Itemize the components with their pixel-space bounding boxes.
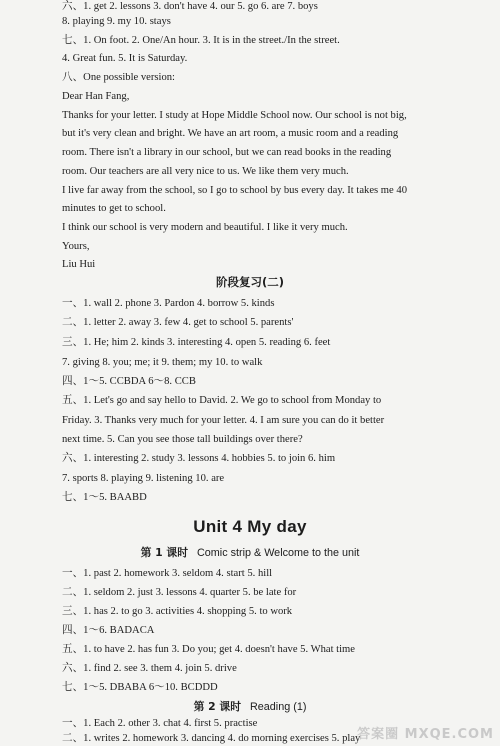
lesson-1-title	[0, 545, 500, 561]
answer-line: 六、1. find 2. see 3. them 4. join 5. drive	[62, 663, 237, 674]
answer-line: 五、1. Let's go and say hello to David. 2. We go to school from Monday to	[62, 395, 382, 406]
letter-signature: Liu Hui	[62, 259, 96, 270]
answer-line: 八、One possible version:	[62, 72, 175, 83]
answer-line: 二、1. writes 2. homework 3. dancing 4. do morning exercises 5. play	[62, 733, 361, 744]
answer-line: 七、1～5. DBABA 6～10. BCDDD	[62, 682, 218, 693]
letter-line: I live far away from the school, so I go to school by bus every day. It takes me 40	[62, 185, 407, 196]
lesson-1-prefix: 第 1 课时	[140, 546, 188, 559]
answer-line: 二、1. letter 2. away 3. few 4. get to school 5. parents'	[62, 317, 294, 328]
answer-line: 一、1. Each 2. other 3. chat 4. first 5. practise	[62, 718, 258, 729]
lesson-2-prefix: 第 2 课时	[193, 700, 241, 713]
answer-line: next time. 5. Can you see those tall buildings over there?	[62, 434, 303, 445]
letter-line: room. Our teachers are all very nice to us. We like them very much.	[62, 166, 349, 177]
lesson-1-name: Comic strip & Welcome to the unit	[197, 547, 360, 559]
letter-line: I think our school is very modern and beautiful. I like it very much.	[62, 222, 348, 233]
answer-line: Friday. 3. Thanks very much for your letter. 4. I am sure you can do it better	[62, 415, 385, 426]
lesson-2-name: Reading (1)	[250, 701, 307, 713]
answer-line: 二、1. seldom 2. just 3. lessons 4. quarter 5. be late for	[62, 587, 297, 598]
letter-line: but it's very clean and bright. We have an art room, a music room and a reading	[62, 128, 399, 139]
answer-line: 8. playing 9. my 10. stays	[62, 16, 171, 27]
answer-line: 三、1. has 2. to go 3. activities 4. shopping 5. to work	[62, 606, 293, 617]
review-title: 阶段复习(二)	[215, 275, 284, 289]
site-watermark: 答案圈 MXQE.COM	[357, 727, 494, 742]
answer-line: 七、1～5. BAABD	[62, 492, 147, 503]
answer-line: 七、1. On foot. 2. One/An hour. 3. It is in the street./In the street.	[62, 35, 340, 46]
letter-line: Thanks for your letter. I study at Hope Middle School now. Our school is not big,	[62, 110, 407, 121]
answer-line: 六、1. get 2. lessons 3. don't have 4. our 5. go 6. are 7. boys	[62, 1, 318, 12]
answer-line: 7. sports 8. playing 9. listening 10. are	[62, 473, 225, 484]
answer-line: 四、1～5. CCBDA 6～8. CCB	[62, 376, 196, 387]
answer-line: 4. Great fun. 5. It is Saturday.	[62, 53, 188, 64]
answer-line: 四、1～6. BADACA	[62, 625, 155, 636]
answer-line: 一、1. past 2. homework 3. seldom 4. start 5. hill	[62, 568, 273, 579]
answer-line: 五、1. to have 2. has fun 3. Do you; get 4. doesn't have 5. What time	[62, 644, 355, 655]
lesson-2-title	[0, 699, 500, 715]
letter-line: minutes to get to school.	[62, 203, 166, 214]
unit-title: Unit 4 My day	[193, 517, 307, 536]
letter-line: room. There isn't a library in our school, but we can read books in the reading	[62, 147, 392, 158]
answer-line: 7. giving 8. you; me; it 9. them; my 10. to walk	[62, 357, 263, 368]
answer-line: 三、1. He; him 2. kinds 3. interesting 4. open 5. reading 6. feet	[62, 337, 331, 348]
letter-closing: Yours,	[62, 241, 90, 252]
answer-line: 六、1. interesting 2. study 3. lessons 4. hobbies 5. to join 6. him	[62, 453, 336, 464]
letter-salutation: Dear Han Fang,	[62, 91, 130, 102]
answer-line: 一、1. wall 2. phone 3. Pardon 4. borrow 5. kinds	[62, 298, 275, 309]
